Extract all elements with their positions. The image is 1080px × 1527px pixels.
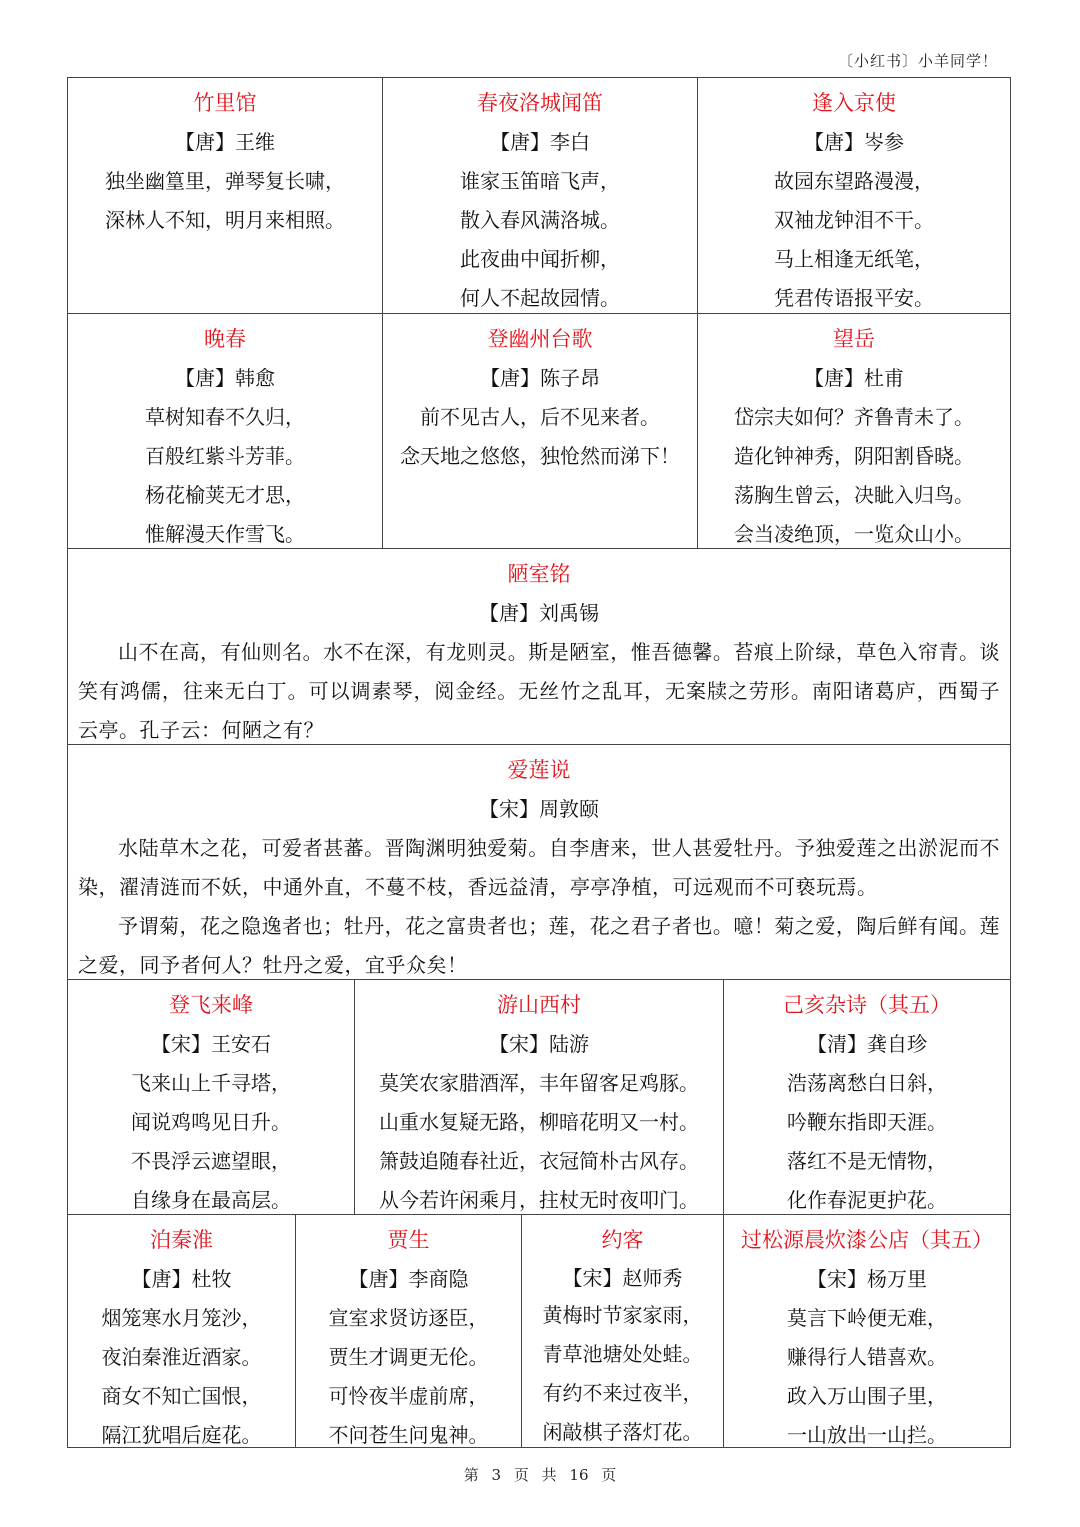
poem-line: 荡胸生曾云，决眦入归鸟。 <box>734 483 974 507</box>
poem-title: 登飞来峰 <box>169 993 253 1017</box>
poem-line: 马上相逢无纸笔， <box>774 247 934 271</box>
poem-line: 可怜夜半虚前席， <box>328 1384 489 1408</box>
footer-prefix: 第 <box>463 1466 479 1484</box>
poem-line: 箫鼓追随春社近，衣冠简朴古风存。 <box>379 1149 699 1173</box>
poem-title: 登幽州台歌 <box>487 327 593 351</box>
poem-cell <box>723 1215 1010 1447</box>
poem-cell <box>68 314 382 548</box>
table-row <box>68 548 1010 744</box>
table-row <box>68 744 1010 979</box>
poem-title: 望岳 <box>833 327 875 351</box>
poem-cell <box>68 980 354 1214</box>
poem-line: 岱宗夫如何？齐鲁青未了。 <box>734 405 974 429</box>
poem-line: 何人不起故园情。 <box>460 286 620 310</box>
poem-line: 造化钟神秀，阴阳割昏晓。 <box>734 444 974 468</box>
poem-cell <box>295 1215 521 1447</box>
poem-title: 约客 <box>601 1228 644 1252</box>
poem-title: 游山西村 <box>497 993 581 1017</box>
poem-line: 故园东望路漫漫， <box>774 169 934 193</box>
poem-author: 【唐】王维 <box>175 130 275 154</box>
poem-line: 吟鞭东指即天涯。 <box>787 1110 947 1134</box>
poem-line: 闲敲棋子落灯花。 <box>542 1420 703 1444</box>
poem-line: 杨花榆荚无才思， <box>145 483 305 507</box>
table-row <box>68 313 1010 548</box>
poem-author: 【唐】岑参 <box>804 130 904 154</box>
poem-line: 莫言下岭便无难， <box>787 1306 947 1330</box>
table-row <box>68 979 1010 1214</box>
poem-cell <box>723 980 1010 1214</box>
poem-cell <box>521 1215 723 1447</box>
poem-line: 一山放出一山拦。 <box>787 1423 947 1447</box>
poem-line: 落红不是无情物， <box>787 1149 947 1173</box>
poem-author: 【宋】杨万里 <box>807 1267 927 1291</box>
poem-line: 飞来山上千寻塔， <box>131 1071 291 1095</box>
poem-line: 谁家玉笛暗飞声， <box>460 169 620 193</box>
poem-title: 过松源晨炊漆公店（其五） <box>741 1228 993 1252</box>
poem-cell <box>68 78 382 313</box>
poem-line: 商女不知亡国恨， <box>101 1384 262 1408</box>
poem-author: 【宋】王安石 <box>151 1032 271 1056</box>
poem-line: 深林人不知，明月来相照。 <box>105 208 345 232</box>
poem-line: 闻说鸡鸣见日升。 <box>131 1110 291 1134</box>
poem-line: 此夜曲中闻折柳， <box>460 247 620 271</box>
prose-author: 【宋】周敦颐 <box>479 797 599 821</box>
prose-cell <box>68 745 1010 979</box>
footer-mid2: 共 <box>541 1466 557 1484</box>
poem-author: 【宋】陆游 <box>489 1032 589 1056</box>
poem-title: 泊秦淮 <box>150 1228 213 1252</box>
poem-cell <box>382 78 697 313</box>
poem-cell <box>354 980 723 1214</box>
poem-table <box>67 77 1011 1448</box>
prose-paragraph: 水陆草木之花，可爱者甚蕃。晋陶渊明独爱菊。自李唐来，世人甚爱牡丹。予独爱莲之出淤泥而不染，濯清涟而不妖，中通外直，不蔓不枝，香远益清，亭亭净植，可远观而不可亵玩焉。 <box>78 836 1000 899</box>
poem-cell <box>697 314 1010 548</box>
poem-author: 【宋】赵师秀 <box>562 1266 683 1290</box>
poem-author: 【唐】李商隐 <box>348 1267 469 1291</box>
poem-line: 烟笼寒水月笼沙， <box>101 1306 262 1330</box>
poem-line: 惟解漫天作雪飞。 <box>145 522 305 546</box>
poem-line: 宣室求贤访逐臣， <box>328 1306 489 1330</box>
prose-title: 陋室铭 <box>507 562 571 586</box>
footer-total-pages: 16 <box>569 1466 589 1484</box>
poem-author: 【唐】韩愈 <box>175 366 275 390</box>
poem-title: 春夜洛城闻笛 <box>477 91 603 115</box>
poem-title: 己亥杂诗（其五） <box>783 993 951 1017</box>
poem-line: 山重水复疑无路，柳暗花明又一村。 <box>379 1110 699 1134</box>
poem-author: 【唐】杜甫 <box>804 366 904 390</box>
poem-line: 从今若许闲乘月，拄杖无时夜叩门。 <box>379 1188 699 1212</box>
poem-line: 草树知春不久归， <box>145 405 305 429</box>
poem-line: 独坐幽篁里，弹琴复长啸， <box>105 169 345 193</box>
watermark-text: 〔小红书〕小羊同学！ <box>837 52 998 70</box>
poem-author: 【唐】陈子昂 <box>480 366 600 390</box>
poem-line: 有约不来过夜半， <box>542 1381 703 1405</box>
prose-paragraph: 山不在高，有仙则名。水不在深，有龙则灵。斯是陋室，惟吾德馨。苔痕上阶绿，草色入帘青。谈笑有鸿儒，往来无白丁。可以调素琴，阅金经。无丝竹之乱耳，无案牍之劳形。南阳诸葛庐，西蜀子云亭。孔子云：何陋之有？ <box>78 640 1000 742</box>
poem-cell <box>68 1215 295 1447</box>
table-row <box>68 78 1010 313</box>
poem-line: 双袖龙钟泪不干。 <box>774 208 934 232</box>
poem-line: 夜泊秦淮近酒家。 <box>101 1345 262 1369</box>
poem-author: 【唐】李白 <box>490 130 590 154</box>
poem-line: 散入春风满洛城。 <box>460 208 620 232</box>
poem-line: 不问苍生问鬼神。 <box>328 1423 489 1447</box>
poem-line: 自缘身在最高层。 <box>131 1188 291 1212</box>
poem-title: 逢入京使 <box>812 91 896 115</box>
poem-line: 黄梅时节家家雨， <box>542 1303 703 1327</box>
poem-line: 前不见古人，后不见来者。 <box>420 405 660 429</box>
poem-line: 贾生才调更无伦。 <box>328 1345 489 1369</box>
footer-page-number: 3 <box>491 1466 502 1484</box>
poem-line: 赚得行人错喜欢。 <box>787 1345 947 1369</box>
poem-title: 贾生 <box>387 1228 430 1252</box>
prose-author: 【唐】刘禹锡 <box>479 601 599 625</box>
poem-line: 凭君传语报平安。 <box>774 286 934 310</box>
page-footer <box>0 1464 1080 1485</box>
table-row <box>68 1214 1010 1447</box>
poem-author: 【唐】杜牧 <box>131 1267 232 1291</box>
poem-line: 百般红紫斗芳菲。 <box>145 444 305 468</box>
footer-suffix: 页 <box>601 1466 617 1484</box>
poem-title: 竹里馆 <box>193 91 257 115</box>
poem-author: 【清】龚自珍 <box>807 1032 927 1056</box>
poem-line: 念天地之悠悠，独怆然而涕下！ <box>400 444 680 468</box>
poem-line: 莫笑农家腊酒浑，丰年留客足鸡豚。 <box>379 1071 699 1095</box>
poem-line: 浩荡离愁白日斜， <box>787 1071 947 1095</box>
prose-paragraph: 予谓菊，花之隐逸者也；牡丹，花之富贵者也；莲，花之君子者也。噫！菊之爱，陶后鲜有闻。莲之爱，同予者何人？牡丹之爱，宜乎众矣！ <box>78 914 1000 977</box>
prose-cell <box>68 549 1010 744</box>
poem-title: 晚春 <box>204 327 246 351</box>
poem-cell <box>382 314 697 548</box>
footer-mid1: 页 <box>513 1466 529 1484</box>
poem-line: 青草池塘处处蛙。 <box>542 1342 703 1366</box>
poem-line: 化作春泥更护花。 <box>787 1188 947 1212</box>
prose-title: 爱莲说 <box>507 758 571 782</box>
poem-cell <box>697 78 1010 313</box>
poem-line: 政入万山围子里， <box>787 1384 947 1408</box>
poem-line: 不畏浮云遮望眼， <box>131 1149 291 1173</box>
poem-line: 会当凌绝顶，一览众山小。 <box>734 522 974 546</box>
poem-line: 隔江犹唱后庭花。 <box>101 1423 262 1447</box>
